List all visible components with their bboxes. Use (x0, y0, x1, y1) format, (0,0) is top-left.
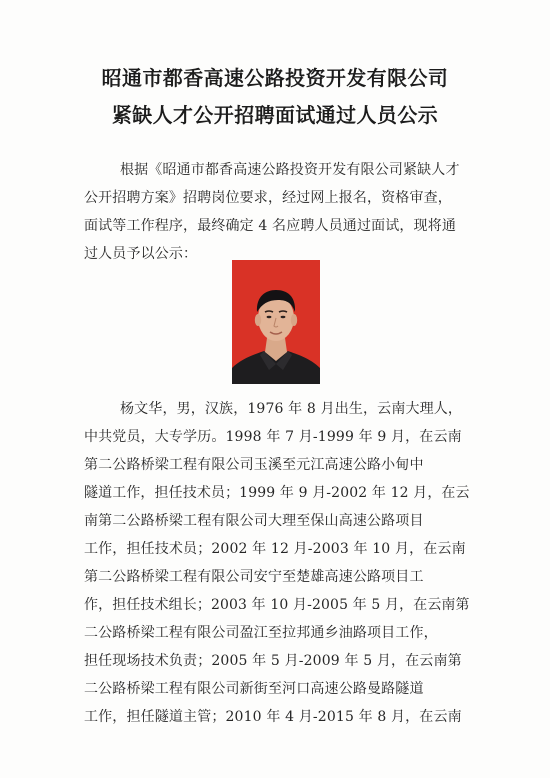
bio-line: 二公路桥梁工程有限公司新街至河口高速公路曼路隧道 (84, 681, 424, 697)
document-title-line-2: 紧缺人才公开招聘面试通过人员公示 (111, 103, 439, 127)
bio-line: 担任现场技术负责；2005 年 5 月-2009 年 5 月，在云南第 (84, 653, 462, 669)
bio-line: 二公路桥梁工程有限公司盈江至拉邦通乡油路项目工作， (84, 625, 438, 641)
candidate-photo (232, 260, 320, 384)
bio-line: 第二公路桥梁工程有限公司玉溪至元江高速公路小甸中 (84, 457, 424, 473)
bio-line: 工作，担任技术员；2002 年 12 月-2003 年 10 月，在云南 (84, 541, 466, 557)
portrait-image (232, 260, 320, 384)
bio-line: 中共党员，大专学历。1998 年 7 月-1999 年 9 月，在云南 (84, 429, 462, 445)
intro-line: 面试等工作程序，最终确定 4 名应聘人员通过面试，现将通 (84, 218, 457, 234)
intro-line: 根据《昭通市都香高速公路投资开发有限公司紧缺人才 (120, 162, 460, 178)
bio-line: 第二公路桥梁工程有限公司安宁至楚雄高速公路项目工 (84, 569, 424, 585)
intro-line: 过人员予以公示： (84, 246, 198, 262)
bio-line: 隧道工作，担任技术员；1999 年 9 月-2002 年 12 月，在云 (84, 485, 470, 501)
intro-line: 公开招聘方案》招聘岗位要求，经过网上报名，资格审查， (84, 190, 452, 206)
bio-line: 工作，担任隧道主管；2010 年 4 月-2015 年 8 月，在云南 (84, 709, 462, 725)
bio-line: 作，担任技术组长；2003 年 10 月-2005 年 5 月，在云南第 (84, 597, 470, 613)
document-title-line-1: 昭通市都香高速公路投资开发有限公司 (101, 66, 449, 90)
bio-line: 杨文华，男，汉族，1976 年 8 月出生，云南大理人， (120, 401, 463, 417)
bio-line: 南第二公路桥梁工程有限公司大理至保山高速公路项目 (84, 513, 424, 529)
